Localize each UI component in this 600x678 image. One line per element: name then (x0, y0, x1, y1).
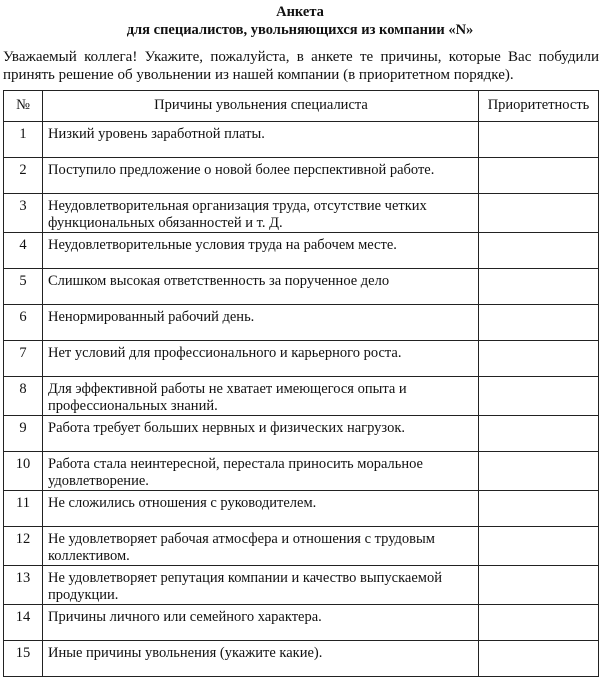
row-number: 6 (4, 305, 43, 341)
row-number: 8 (4, 377, 43, 416)
survey-subtitle: для специалистов, увольняющихся из компании «N» (126, 22, 474, 38)
row-reason: Работа требует больших нервных и физических нагрузок. (43, 416, 479, 452)
priority-cell[interactable] (479, 566, 599, 605)
table-row (4, 269, 599, 305)
row-number: 15 (4, 641, 43, 677)
row-number: 1 (4, 122, 43, 158)
table-row (4, 122, 599, 158)
row-number: 12 (4, 527, 43, 566)
table-row (4, 305, 599, 341)
row-reason: Не сложились отношения с руководителем. (43, 491, 479, 527)
priority-cell[interactable] (479, 158, 599, 194)
table-row (4, 341, 599, 377)
priority-cell[interactable] (479, 269, 599, 305)
survey-title: Анкета (276, 4, 324, 20)
priority-cell[interactable] (479, 416, 599, 452)
row-reason: Не удовлетворяет репутация компании и качество выпускаемой продукции. (43, 566, 479, 605)
column-header-priority: Приоритетность (479, 91, 599, 122)
row-reason: Работа стала неинтересной, перестала приносить моральное удовлетворение. (43, 452, 479, 491)
priority-cell[interactable] (479, 122, 599, 158)
row-number: 13 (4, 566, 43, 605)
row-number: 5 (4, 269, 43, 305)
row-number: 4 (4, 233, 43, 269)
table-row (4, 491, 599, 527)
row-reason: Неудовлетворительные условия труда на рабочем месте. (43, 233, 479, 269)
priority-cell[interactable] (479, 527, 599, 566)
priority-cell[interactable] (479, 305, 599, 341)
priority-cell[interactable] (479, 377, 599, 416)
row-number: 3 (4, 194, 43, 233)
table-row (4, 158, 599, 194)
table-row (4, 566, 599, 605)
table-row (4, 452, 599, 491)
column-header-number: № (4, 91, 43, 122)
table-row (4, 233, 599, 269)
row-reason: Нет условий для профессионального и карьерного роста. (43, 341, 479, 377)
row-number: 11 (4, 491, 43, 527)
row-reason: Для эффективной работы не хватает имеющегося опыта и профессиональных знаний. (43, 377, 479, 416)
table-row (4, 605, 599, 641)
row-reason: Слишком высокая ответственность за порученное дело (43, 269, 479, 305)
priority-cell[interactable] (479, 641, 599, 677)
intro-paragraph: Уважаемый коллега! Укажите, пожалуйста, в анкете те причины, которые Вас побудили принять решение об увольнении из нашей компании (в приоритетном порядке). (3, 49, 599, 83)
row-reason: Не удовлетворяет рабочая атмосфера и отношения с трудовым коллективом. (43, 527, 479, 566)
row-number: 9 (4, 416, 43, 452)
table-row (4, 377, 599, 416)
priority-cell[interactable] (479, 233, 599, 269)
row-reason: Низкий уровень заработной платы. (43, 122, 479, 158)
table-row (4, 527, 599, 566)
priority-cell[interactable] (479, 194, 599, 233)
priority-cell[interactable] (479, 341, 599, 377)
table-row (4, 194, 599, 233)
priority-cell[interactable] (479, 605, 599, 641)
row-reason: Ненормированный рабочий день. (43, 305, 479, 341)
reasons-table (3, 90, 599, 677)
row-reason: Неудовлетворительная организация труда, отсутствие четких функциональных обязанностей и т. Д. (43, 194, 479, 233)
row-number: 7 (4, 341, 43, 377)
table-header-row (4, 91, 599, 122)
table-row (4, 416, 599, 452)
row-reason: Поступило предложение о новой более перспективной работе. (43, 158, 479, 194)
row-reason: Причины личного или семейного характера. (43, 605, 479, 641)
row-number: 2 (4, 158, 43, 194)
table-row (4, 641, 599, 677)
row-reason: Иные причины увольнения (укажите какие). (43, 641, 479, 677)
row-number: 14 (4, 605, 43, 641)
priority-cell[interactable] (479, 491, 599, 527)
column-header-reason: Причины увольнения специалиста (43, 91, 479, 122)
priority-cell[interactable] (479, 452, 599, 491)
row-number: 10 (4, 452, 43, 491)
